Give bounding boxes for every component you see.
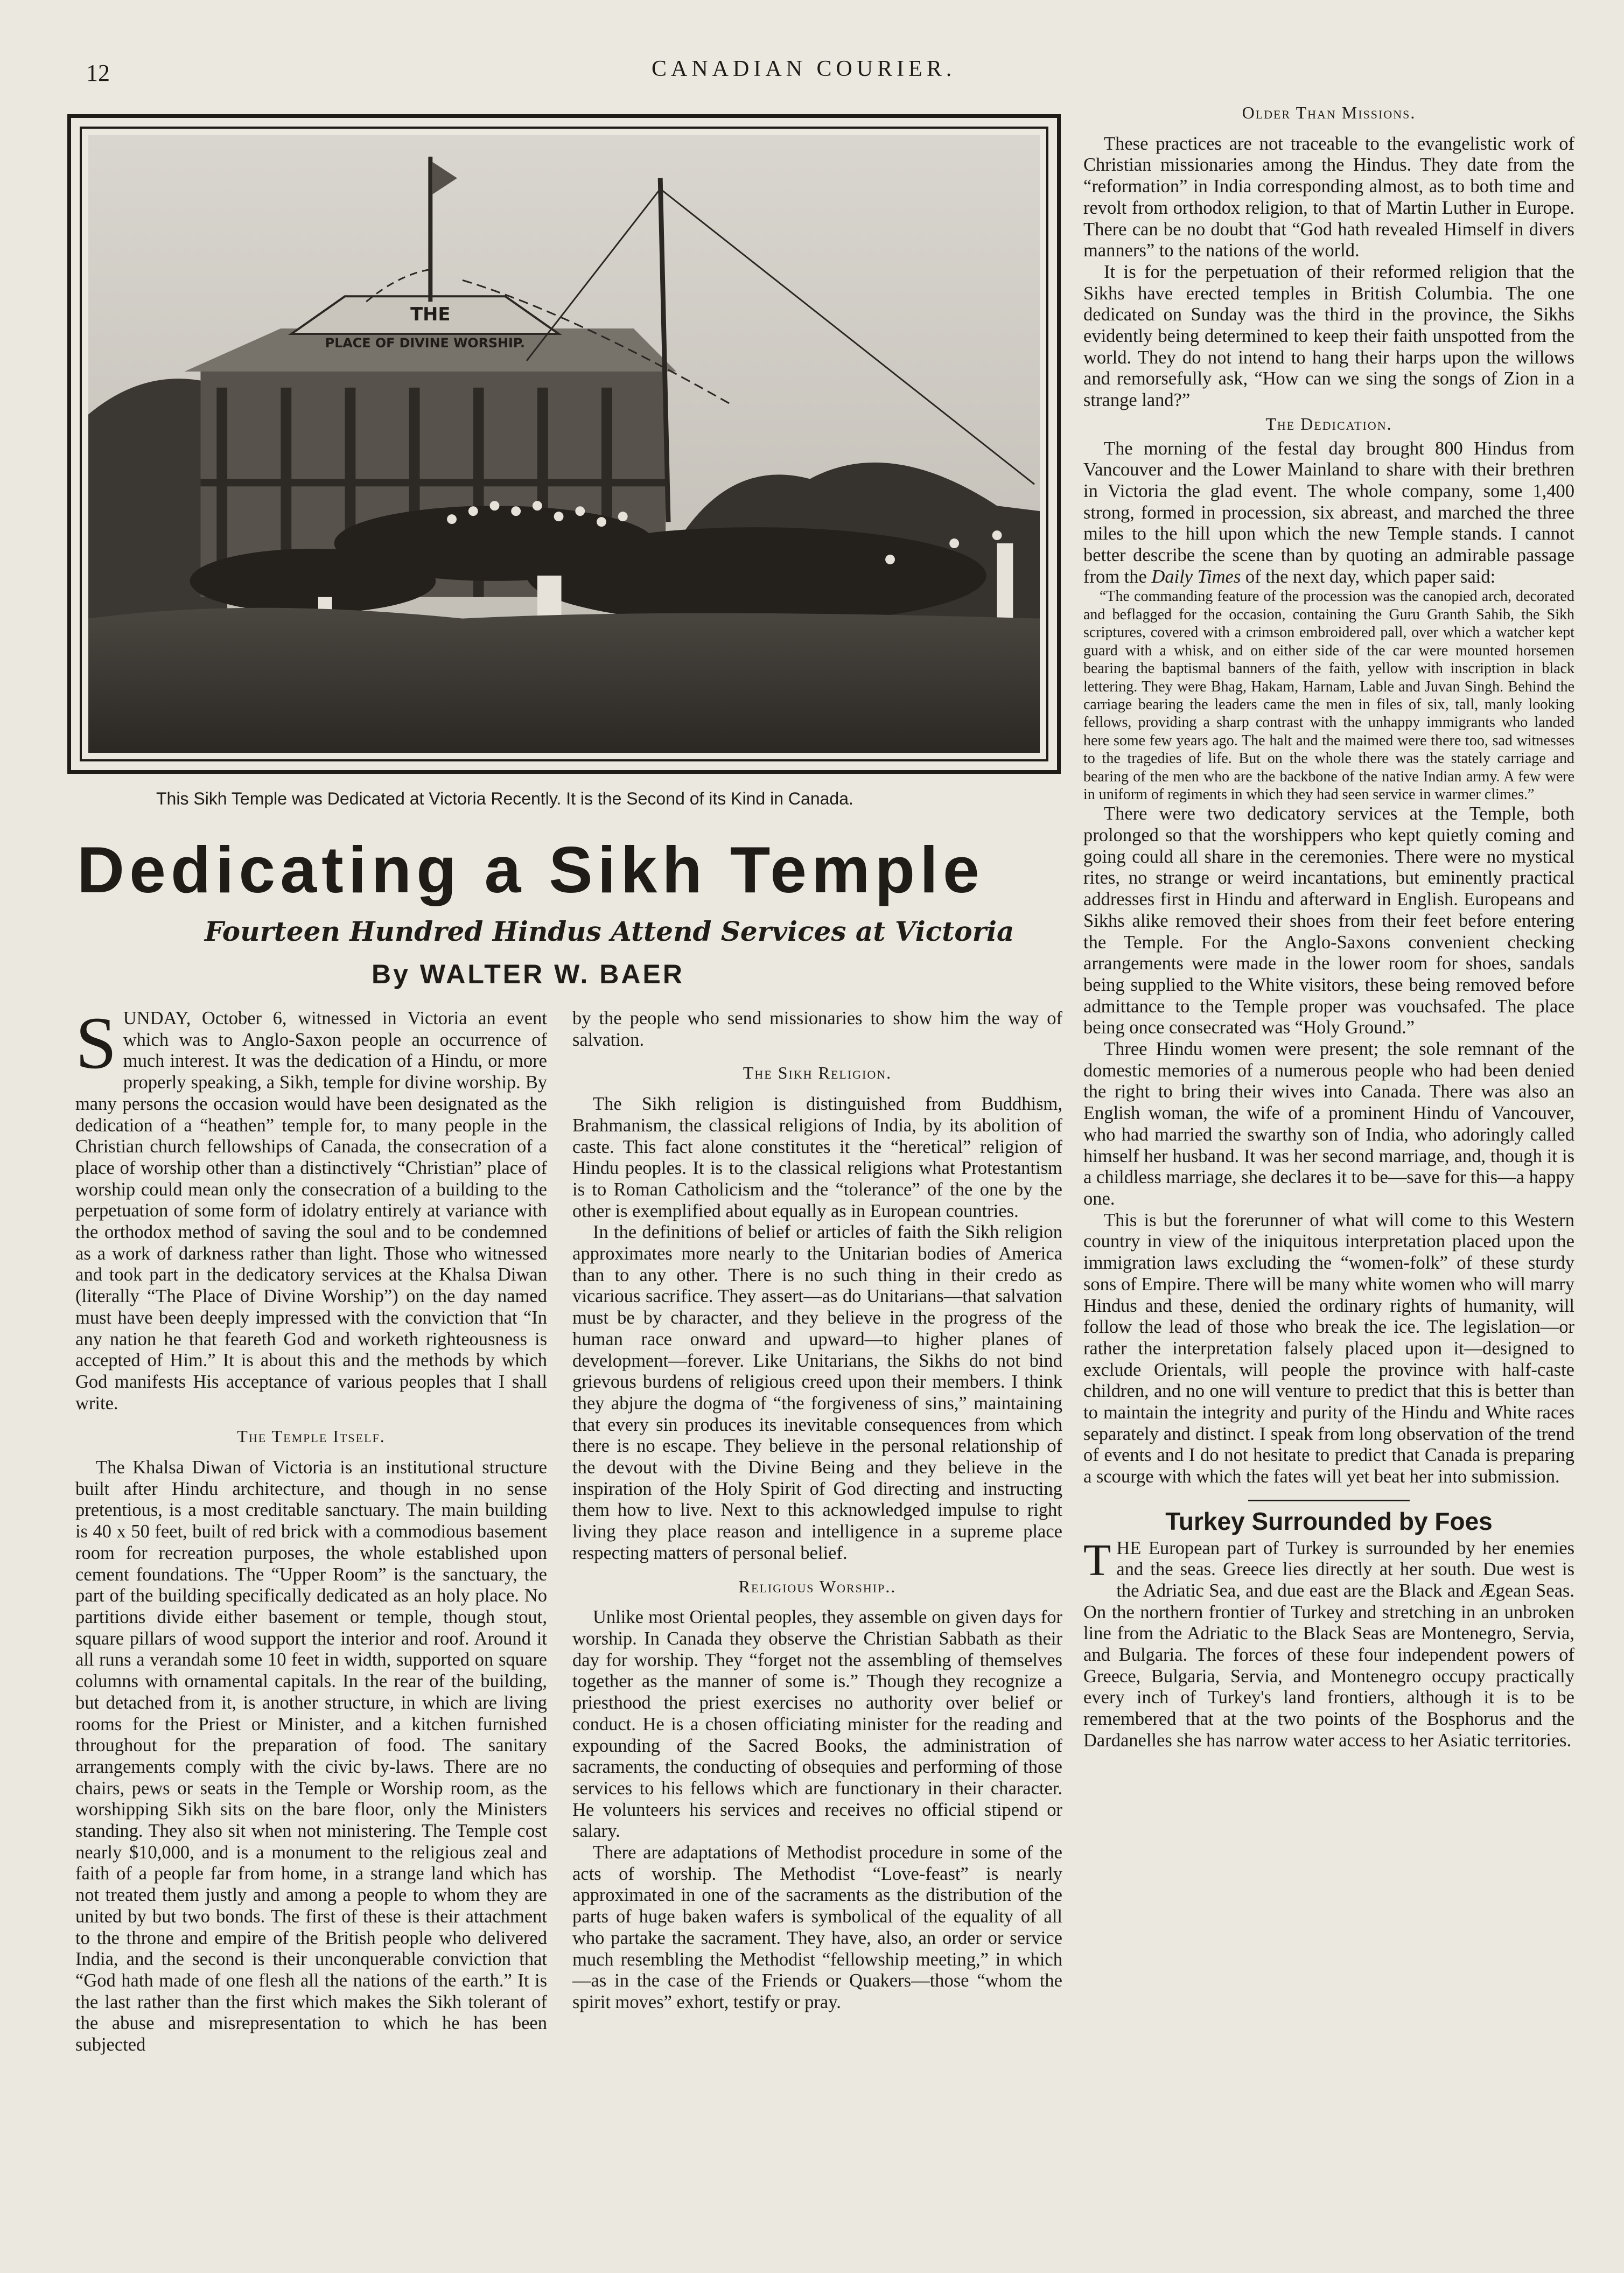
running-title: CANADIAN COURIER. bbox=[652, 57, 956, 81]
religion-paragraph-2: In the definitions of belief or articles of faith the Sikh religion approximates more nearly to the Unitarian bodies of America than to any other. There is no such thing in their credo as vicarious sacrifice. They assert—as do Unitarians—that salvation must be by character, and they believe in the progress of the human race onward and upward—to higher planes of development—forever. Like Unitarians, the Sikhs do not bind grievous burdens of religious creed upon their members. I think they abjure the dogma of “the forgiveness of sins,” maintaining that every sin produces its inevitable consequences from which there is no escape. They believe in the personal relationship of the devout with the Divine Being and they believe in the inspiration of the Holy Spirit of God directing and instructing them how to live. Next to this acknowledged impulse to right living they place reason and intelligence in a supreme place respecting matters of personal belief. bbox=[572, 1222, 1062, 1563]
sidebar-text: HE European part of Turkey is surrounded by her enemies and the seas. Greece lies directly at her south. Due west is the Adriatic Sea, and due east are the Black and Ægean Seas. On the northern frontier of Turkey and stretching in an unbroken line from the Adriatic to the Black Seas are Montenegro, Servia, and Bulgaria. The forces of these four independent powers of Greece, Bulgaria, Servia, and Montenegro occupy practically every inch of Turkey's land frontiers, although it is to be remembered that at the two points of the Bosphorus and the Dardanelles she has narrow water access to her Asiatic territories. bbox=[1083, 1537, 1574, 1751]
section-heading-dedication: The Dedication. bbox=[1265, 414, 1392, 433]
column-2 bbox=[572, 1008, 1062, 2013]
temple-paragraph: The Khalsa Diwan of Victoria is an institutional structure built after Hindu architecture, and though in no sense pretentious, is a most creditable sanctuary. The main building is 40 x 50 feet, built of red brick with a commodious basement room for recreation purposes, the whole established upon cement foundations. The “Upper Room” is the sanctuary, the part of the building specifically dedicated as an holy place. No partitions divide either basement or temple, though stout, square pillars of wood support the interior and roof. Around it all runs a verandah some 10 feet in width, supported on square columns with ornamental capitals. In the rear of the building, but detached from it, is another structure, in which are living rooms for the Priest or Minister, and a kitchen furnished throughout for the preparation of food. The sanitary arrangements comply with the civic by-laws. There are no chairs, pews or seats in the Temple or Worship room, as the worshipping Sikh sits on the bare floor, only the Ministers standing. They also sit when not ministering. The Temple cost nearly $10,000, and is a monument to the religious zeal and faith of a people far from home, in a strange land which has not treated them justly and among a people to whom they are united by but two bonds. The first of these is their attachment to the throne and empire of the British people who delivered India, and the second is their unconquerable conviction that “God hath made of one flesh all the nations of the earth.” It is the last rather than the first which makes the Sikh tolerant of the abuse and misrepresentation to which he has been subjected bbox=[75, 1457, 547, 2055]
dedication-paragraph bbox=[1083, 438, 1574, 588]
article-title: Dedicating a Sikh Temple bbox=[77, 833, 984, 906]
sidebar-drop-cap: T bbox=[1083, 1535, 1111, 1585]
religion-paragraph-1: The Sikh religion is distinguished from Buddhism, Brahmanism, the classical religions of India, by its abolition of caste. This fact alone constitutes it the “heretical” religion of Hindu peoples. It is to the classical religions what Protestantism is to Roman Catholicism and the “tolerance” of the one by the other is exemplified about equally as in European countries. bbox=[572, 1094, 1062, 1221]
forerunner-paragraph: This is but the forerunner of what will come to this Western country in view of the iniquitous interpretation placed upon the immigration laws excluding the “women-folk” of these sturdy sons of Empire. There will be many white women who will marry Hindus and these, denied the ordinary rights of humanity, will follow the lead of those who break the ice. The legislation—or rather the interpretation falsely placed upon it—designed to exclude Orientals, will people the province with half-caste children, and no one will venture to predict that this is better than to maintain the integrity and purity of the Hindu and White races separately and distinct. I speak from long observation of the trend of events and I do not hesitate to predict that Canada is preparing a scourge with which the fates will yet beat her into submission. bbox=[1083, 1209, 1574, 1487]
byline bbox=[372, 959, 684, 990]
times-quote: “The commanding feature of the procession was the canopied arch, decorated and beflagged for the occasion, containing the Guru Granth Sahib, the Sikh scriptures, covered with a crimson embroidered pall, over which a watcher kept guard with a whisk, and on either side of the car were mounted horsemen bearing the baptismal banners of the faith, yellow with inscription in black lettering. They were Bhag, Hakam, Harnam, Lable and Juvan Singh. Behind the carriage bearing the leaders came the men in files of six, tall, manly looking fellows, providing a sharp contrast with the unhappy immigrants who landed here some few years ago. The halt and the maimed were there too, sad witnesses to the tragedies of life. But on the whole there was the stately carriage and bearing of the men who are the backbone of the native Indian army. A few were in uniform of regiments in which they had seen service in warmer climes.” bbox=[1083, 588, 1574, 803]
dedication-text-end: of the next day, which paper said: bbox=[1245, 566, 1496, 587]
section-heading-religion: The Sikh Religion. bbox=[743, 1063, 892, 1083]
section-heading-older: Older Than Missions. bbox=[1242, 103, 1416, 122]
continued-paragraph: by the people who send missionaries to show him the way of salvation. bbox=[572, 1008, 1062, 1050]
newspaper-name: Daily Times bbox=[1151, 566, 1241, 587]
intro-text: UNDAY, October 6, witnessed in Victoria an event which was to Anglo-Saxon people an occurrence of much interest. It was the dedication of a Hindu, or more properly speaking, a Sikh, temple for divine worship. By many persons the occasion would have been designated as the dedication of a “heathen” temple for, to many people in the Christian church fellowships of Canada, the consecration of a place of worship other than a distinctively “Christian” place of worship could mean only the consecration of a building to the perpetuation of some form of idolatry entirely at variance with the orthodox method of saving the soul and to be condemned as a work of darkness rather than light. Those who witnessed and took part in the dedicatory services at the Khalsa Diwan (literally “The Place of Divine Worship”) on the day named must have been deeply impressed with the conviction that “In any nation he that feareth God and worketh righteousness is accepted of Him.” It is about this and the methods by which God manifests His acceptance of various peoples that I shall write. bbox=[75, 1008, 547, 1414]
services-paragraph: There were two dedicatory services at the Temple, both prolonged so that the worshippers who kept quietly coming and going could all share in the ceremonies. There were no mystical rites, no strange or weird incantations, but eminently practical addresses first in Hindu and afterward in English. Europeans and Sikhs alike removed their shoes from their feet before entering the Temple. For the Anglo-Saxons convenient checking arrangements were made in the lower room for shoes, sandals being supplied to the White visitors, these being removed before admittance to the Temple proper was vouchsafed. The place being once consecrated was “Holy Ground.” bbox=[1083, 803, 1574, 1038]
sidebar-paragraph bbox=[1083, 1535, 1574, 1752]
dedication-text: The morning of the festal day brought 800 Hindus from Vancouver and the Lower Mainland to share with their brethren in Victoria the glad event. The whole company, some 1,400 strong, formed in procession, six abreast, and marched the three miles to the hill upon which the new Temple stands. I cannot better describe the scene than by quoting an admirable passage from the bbox=[1083, 438, 1574, 587]
byline-prefix: By bbox=[372, 959, 410, 989]
women-paragraph: Three Hindu women were present; the sole remnant of the domestic memories of a numerous people who had been denied the right to bring their wives into Canada. There was also an English woman, the wife of a prominent Hindu of Vancouver, who had married the swarthy son of India, who adoringly called himself her husband. It was her second marriage, and, though it is a childless marriage, she declares it to be—save for this—a happy one. bbox=[1083, 1039, 1574, 1209]
divider bbox=[1248, 1500, 1410, 1501]
worship-paragraph-2: There are adaptations of Methodist procedure in some of the acts of worship. The Methodist “Love-feast” is nearly approximated in one of the sacraments as the distribution of the parts of huge baken wafers is symbolical of the equality of all who partake the sacrament. They have, also, an order or service much resembling the Methodist “fellowship meeting,” in which—as in the case of the Friends or Quakers—those “whom the spirit moves” exhort, testify or pray. bbox=[572, 1842, 1062, 2012]
worship-paragraph-1: Unlike most Oriental peoples, they assemble on given days for worship. In Canada they observe the Christian Sabbath as their day for worship. They “forget not the assembling of themselves together as the manner of some is.” Though they recognize a priesthood the priest exercises no authority over belief or conduct. He is a chosen officiating minister for the reading and expounding of the Sacred Books, the administration of sacraments, the conducting of obsequies and performing of those services to his fellows which are functionary in their character. He volunteers his services and receives no official stipend or salary. bbox=[572, 1607, 1062, 1842]
older-paragraph-1: These practices are not traceable to the evangelistic work of Christian missionaries among the Hindus. They date from the “reformation” in India corresponding almost, as to both time and revolt from orthodox religion, to that of Martin Luther in Europe. There can be no doubt that “God hath revealed Himself in divers manners” to the nations of the world. bbox=[1083, 133, 1574, 261]
temple-photo-image bbox=[88, 135, 1040, 753]
page-number: 12 bbox=[86, 60, 110, 86]
older-paragraph-2: It is for the perpetuation of their reformed religion that the Sikhs have erected temples in British Columbia. The one dedicated on Sunday was the third in the province, the Sikhs evidently being determined to keep their faith unspotted from the world. They do not intend to hang their harps upon the willows and remorsefully ask, “How can we sing the songs of Zion in a strange land?” bbox=[1083, 261, 1574, 411]
temple-photo bbox=[67, 114, 1061, 774]
article-subtitle: Fourteen Hundred Hindus Attend Services at Victoria bbox=[205, 915, 1014, 947]
sign-line-1: THE bbox=[410, 304, 451, 325]
section-heading-temple: The Temple Itself. bbox=[237, 1426, 386, 1446]
sidebar-title: Turkey Surrounded by Foes bbox=[1165, 1507, 1493, 1535]
author-name: WALTER W. BAER bbox=[419, 959, 684, 989]
intro-paragraph bbox=[75, 1002, 547, 1414]
column-3 bbox=[1083, 102, 1574, 1752]
section-heading-worship: Religious Worship.. bbox=[738, 1576, 897, 1596]
column-1 bbox=[75, 1002, 547, 2056]
drop-cap: S bbox=[75, 1002, 117, 1084]
sign-line-2: PLACE OF DIVINE WORSHIP. bbox=[325, 335, 526, 351]
photo-caption: This Sikh Temple was Dedicated at Victoria Recently. It is the Second of its Kind in Canada. bbox=[156, 789, 853, 808]
